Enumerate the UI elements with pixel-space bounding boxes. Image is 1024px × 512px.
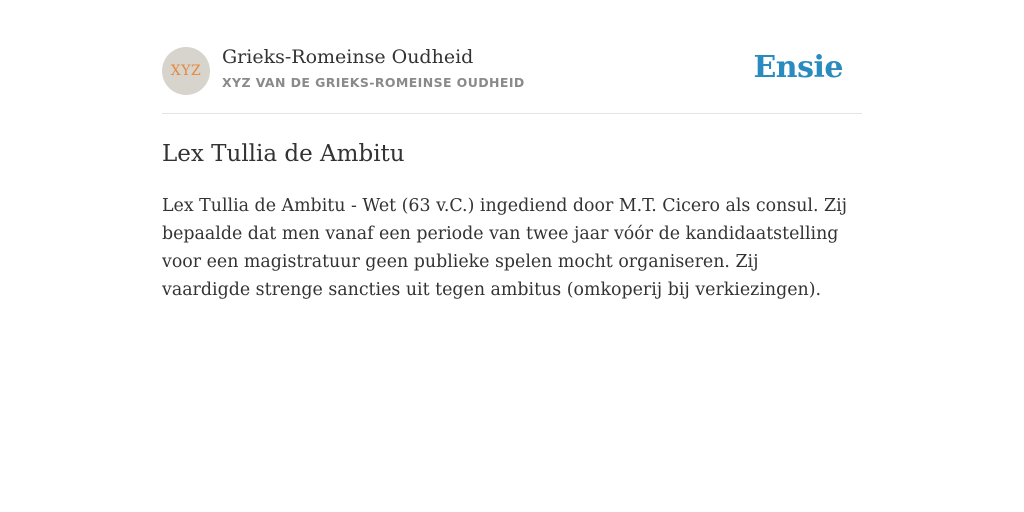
entry-body: Lex Tullia de Ambitu - Wet (63 v.C.) ingediend door M.T. Cicero als consul. Zij bepaalde dat men vanaf een periode van twee jaar vóór de kandidaatstelling voor een magistratuur geen publieke spelen mocht organiseren. Zij vaardigde strenge sancties uit tegen ambitus (omkoperij bij verkiezingen).	[162, 196, 848, 300]
page-title: Lex Tullia de Ambitu	[162, 141, 405, 167]
avatar[interactable]: XYZ	[162, 47, 210, 95]
source-title[interactable]: Grieks-Romeinse Oudheid	[222, 46, 474, 68]
header	[162, 0, 862, 114]
brand-logo[interactable]: Ensie	[753, 50, 843, 85]
page-container	[162, 0, 862, 304]
source-subtitle: XYZ VAN DE GRIEKS-ROMEINSE OUDHEID	[222, 75, 525, 90]
